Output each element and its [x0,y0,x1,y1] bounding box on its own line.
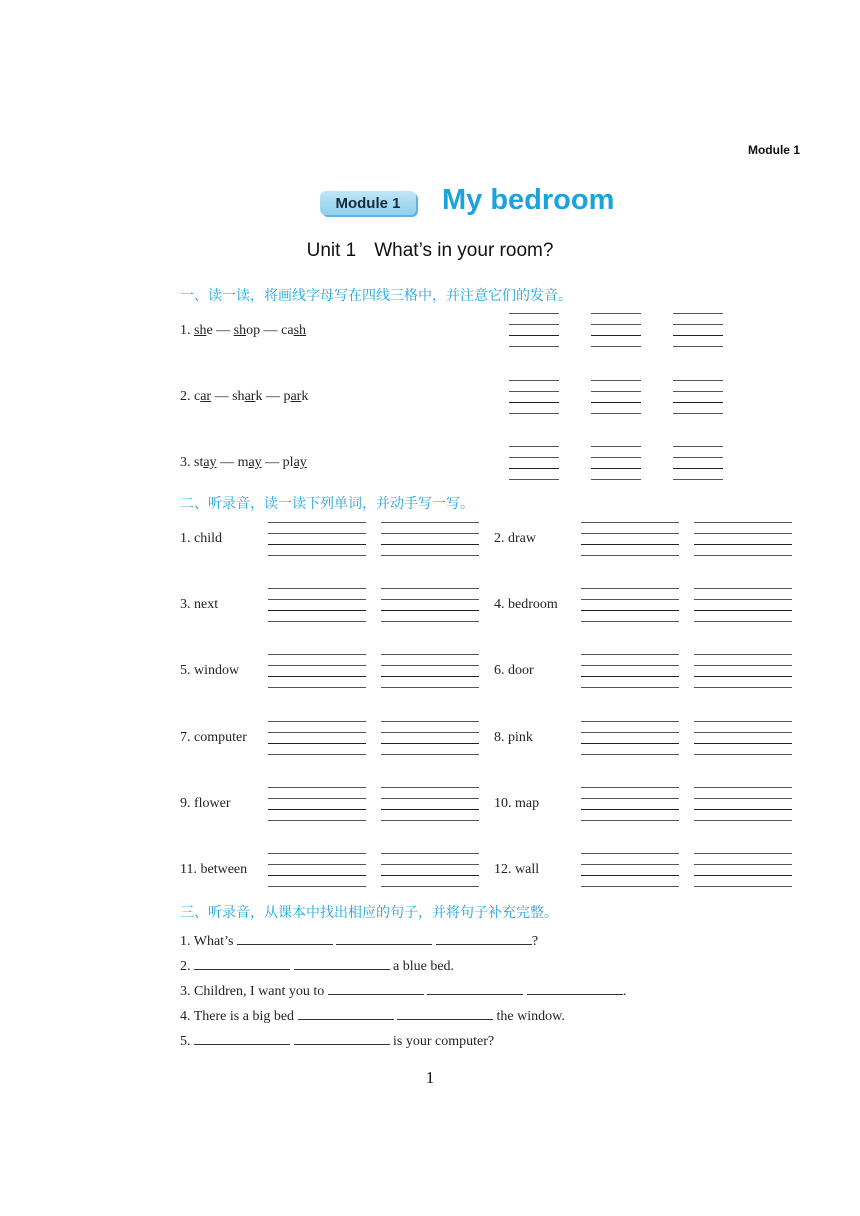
answer-blank[interactable] [194,955,290,970]
writing-grid[interactable] [694,522,792,555]
writing-grid[interactable] [581,853,679,886]
writing-grid[interactable] [268,654,366,687]
sentence-4: 4. There is a big bed the window. [180,1005,565,1025]
answer-blank[interactable] [336,930,432,945]
writing-grid[interactable] [581,522,679,555]
word-label: 8. pink [494,730,533,745]
writing-grid[interactable] [581,588,679,621]
writing-grid[interactable] [673,313,723,346]
answer-blank[interactable] [298,1005,394,1020]
writing-grid[interactable] [268,853,366,886]
writing-grid[interactable] [694,588,792,621]
page-number: 1 [425,1068,435,1087]
answer-blank[interactable] [397,1005,493,1020]
word-label: 2. draw [494,531,536,546]
answer-blank[interactable] [436,930,532,945]
sentence-3: 3. Children, I want you to . [180,980,626,1000]
word-label: 3. next [180,597,219,612]
word-label: 12. wall [494,862,540,877]
writing-grid[interactable] [381,654,479,687]
word-label: 11. between [180,862,248,877]
word-label: 6. door [494,663,534,678]
answer-blank[interactable] [294,955,390,970]
writing-grid[interactable] [591,380,641,413]
writing-grid[interactable] [591,446,641,479]
module-badge: Module 1 [320,191,416,215]
unit-title [0,240,860,262]
section1-item-3: 3. stay — may — play [180,455,307,470]
writing-grid[interactable] [381,588,479,621]
writing-grid[interactable] [509,313,559,346]
writing-grid[interactable] [381,853,479,886]
section3-heading: 三、听录音，从课本中找出相应的句子，并将句子补充完整。 [180,905,558,921]
sentence-2: 2. a blue bed. [180,955,454,975]
writing-grid[interactable] [381,522,479,555]
writing-grid[interactable] [268,522,366,555]
running-header: Module 1 [747,143,800,157]
writing-grid[interactable] [581,787,679,820]
writing-grid[interactable] [694,654,792,687]
sentence-5: 5. is your computer? [180,1030,494,1050]
writing-grid[interactable] [581,654,679,687]
section1-item-2: 2. car — shark — park [180,389,309,404]
answer-blank[interactable] [194,1030,290,1045]
writing-grid[interactable] [673,446,723,479]
section2-heading: 二、听录音，读一读下列单词，并动手写一写。 [180,496,474,512]
writing-grid[interactable] [509,380,559,413]
answer-blank[interactable] [427,980,523,995]
module-title: My bedroom [442,184,615,216]
writing-grid[interactable] [694,721,792,754]
writing-grid[interactable] [591,313,641,346]
writing-grid[interactable] [381,721,479,754]
word-label: 9. flower [180,796,231,811]
section1-heading: 一、读一读，将画线字母写在四线三格中，并注意它们的发音。 [180,288,572,304]
unit-label: Unit 1 [306,240,357,261]
answer-blank[interactable] [328,980,424,995]
writing-grid[interactable] [694,787,792,820]
answer-blank[interactable] [294,1030,390,1045]
writing-grid[interactable] [694,853,792,886]
writing-grid[interactable] [268,787,366,820]
word-label: 4. bedroom [494,597,558,612]
word-label: 10. map [494,796,540,811]
writing-grid[interactable] [268,588,366,621]
writing-grid[interactable] [581,721,679,754]
writing-grid[interactable] [268,721,366,754]
writing-grid[interactable] [381,787,479,820]
unit-subtitle: What’s in your room? [374,240,554,261]
section1-item-1: 1. she — shop — cash [180,323,307,338]
word-label: 7. computer [180,730,247,745]
answer-blank[interactable] [237,930,333,945]
sentence-1: 1. What’s ? [180,930,538,950]
writing-grid[interactable] [673,380,723,413]
writing-grid[interactable] [509,446,559,479]
word-label: 5. window [180,663,240,678]
answer-blank[interactable] [527,980,623,995]
word-label: 1. child [180,531,222,546]
